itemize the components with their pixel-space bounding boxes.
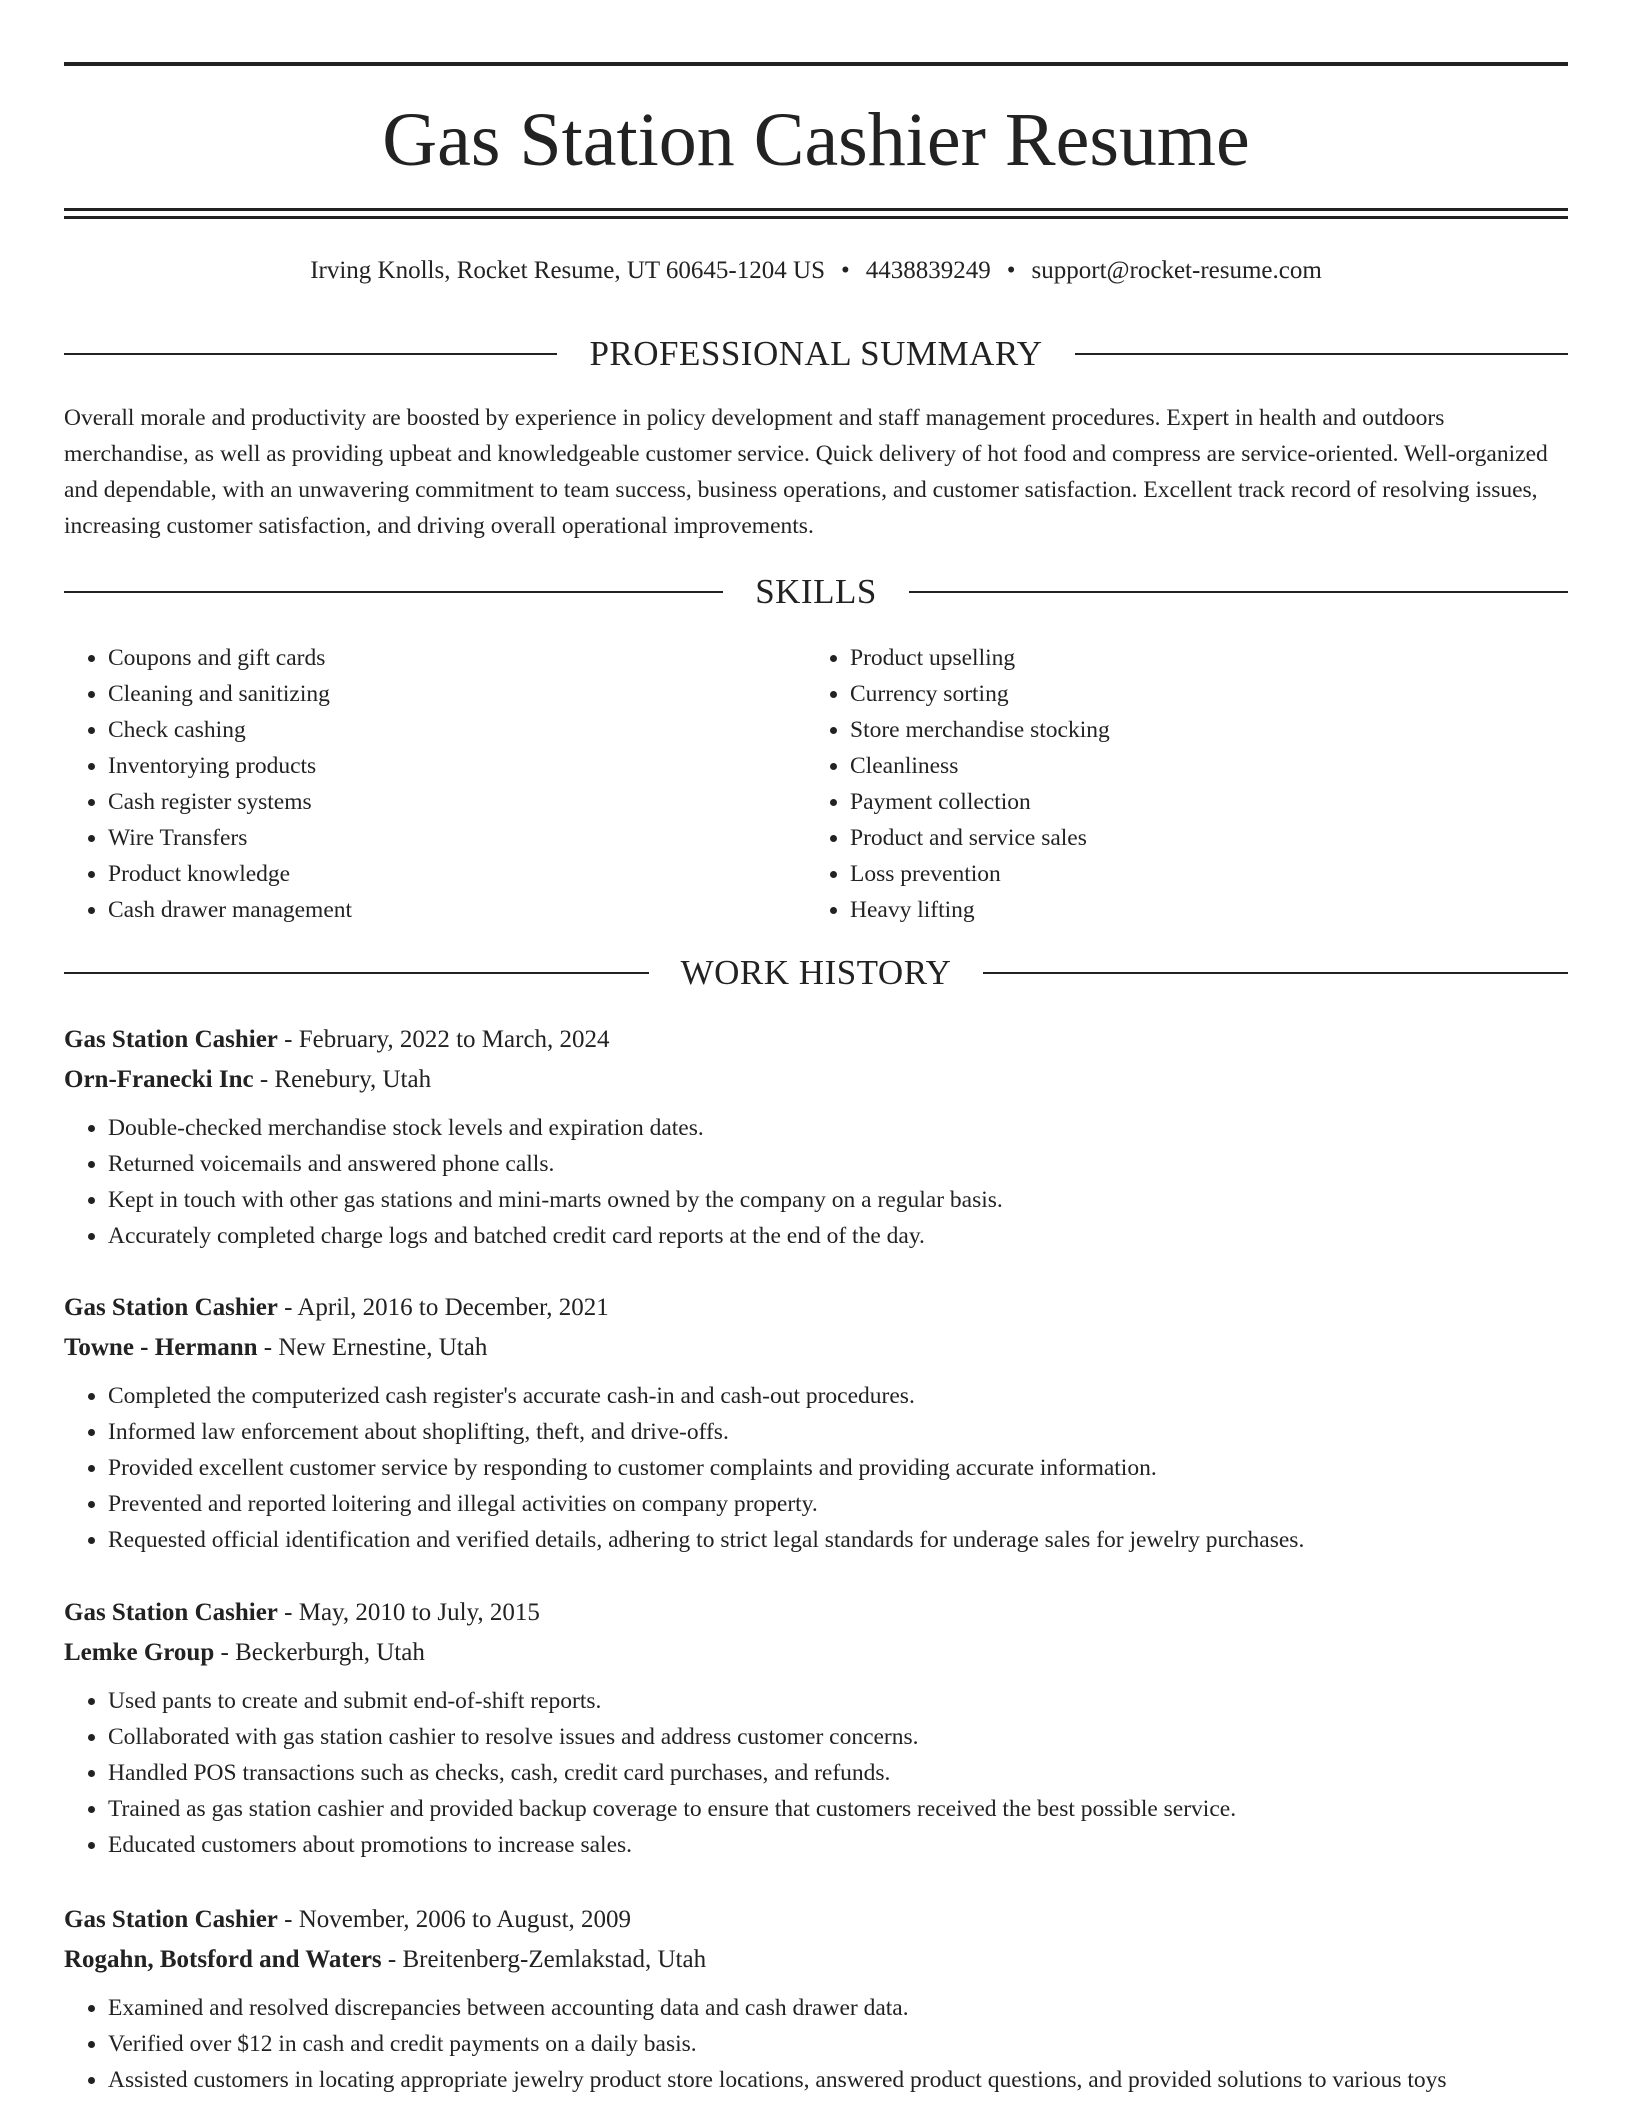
job-location: - New Ernestine, Utah [257,1334,488,1361]
skill-item: • Store merchandise stocking [850,712,1550,748]
heading-rule-right [1075,353,1568,355]
skill-item: • Loss prevention [850,856,1550,892]
job-company: Lemke Group [64,1639,215,1666]
job-duties [64,1110,1568,1254]
skill-item: • Product knowledge [108,856,806,892]
skill-item: • Coupons and gift cards [108,640,806,676]
job-company: Rogahn, Botsford and Waters [64,1946,382,1973]
job-company: Orn-Franecki Inc [64,1066,254,1093]
work-heading-label: WORK HISTORY [680,953,952,992]
summary-heading-label: PROFESSIONAL SUMMARY [589,334,1043,373]
page-title: Gas Station Cashier Resume [382,98,1250,182]
skills-list-right [806,640,1550,928]
skill-item: • Check cashing [108,712,806,748]
skill-item: • Heavy lifting [850,892,1550,928]
job-duty: • Double-checked merchandise stock levels and expiration dates. [108,1110,1568,1146]
title-rule-lower [64,216,1568,219]
job-dates: - November, 2006 to August, 2009 [277,1906,632,1933]
contact-email: support@rocket-resume.com [1031,257,1322,284]
job-title: Gas Station Cashier [64,1026,278,1053]
skill-item: • Wire Transfers [108,820,806,856]
job-entry [64,1593,1568,1863]
heading-rule-right [983,972,1568,974]
summary-text: Overall morale and productivity are boosted by experience in policy development and staff management procedures. Expert in health and outdoors merchandise, as well as providing upbeat and knowledgeable customer service. Quick delivery of hot food and compress are service-oriented. Well-organized and dependable, with an unwavering commitment to team success, business operations, and customer satisfaction. Excellent track record of resolving issues, increasing customer satisfaction, and driving overall operational improvements. [64,405,1548,539]
job-duty: • Accurately completed charge logs and batched credit card reports at the end of the day. [108,1218,1568,1254]
job-title-line [64,1020,1568,1060]
job-duty: • Provided excellent customer service by responding to customer complaints and providing accurate information. [108,1450,1568,1486]
skills-heading-label: SKILLS [755,572,877,611]
skills-list-left [64,640,806,928]
job-company-line [64,1940,1568,1980]
job-duties [64,1683,1568,1863]
job-title: Gas Station Cashier [64,1906,278,1933]
heading-rule-left [64,353,557,355]
skill-item: • Payment collection [850,784,1550,820]
skill-item: • Currency sorting [850,676,1550,712]
job-title: Gas Station Cashier [64,1599,278,1626]
job-duty: • Handled POS transactions such as checks, cash, credit card purchases, and refunds. [108,1755,1568,1791]
skill-item: • Product upselling [850,640,1550,676]
job-duty: • Used pants to create and submit end-of-shift reports. [108,1683,1568,1719]
work-heading [64,953,1568,993]
contact-separator: • [1006,257,1016,284]
job-duty: • Kept in touch with other gas stations and mini-marts owned by the company on a regular basis. [108,1182,1568,1218]
job-dates: - April, 2016 to December, 2021 [277,1294,609,1321]
job-duty: • Educated customers about promotions to increase sales. [108,1827,1568,1863]
job-duty: • Prevented and reported loitering and illegal activities on company property. [108,1486,1568,1522]
job-title-line [64,1900,1568,1940]
job-dates: - May, 2010 to July, 2015 [277,1599,540,1626]
job-duty: • Verified over $12 in cash and credit payments on a daily basis. [108,2026,1568,2062]
job-title-line [64,1593,1568,1633]
job-company-line [64,1328,1568,1368]
skill-item: • Cleaning and sanitizing [108,676,806,712]
skill-item: • Cash drawer management [108,892,806,928]
heading-rule-right [909,591,1568,593]
job-company-line [64,1060,1568,1100]
skills-heading [64,572,1568,612]
job-title: Gas Station Cashier [64,1294,278,1321]
job-duty: • Requested official identification and verified details, adhering to strict legal standards for underage sales for jewelry purchases. [108,1522,1568,1558]
job-dates: - February, 2022 to March, 2024 [277,1026,610,1053]
skill-item: • Inventorying products [108,748,806,784]
job-entry [64,1020,1568,1254]
skill-item: • Cash register systems [108,784,806,820]
job-entry [64,1900,1568,2098]
job-duty: • Informed law enforcement about shoplifting, theft, and drive-offs. [108,1414,1568,1450]
job-duties [64,1378,1568,1558]
job-company: Towne - Hermann [64,1334,258,1361]
skill-item: • Cleanliness [850,748,1550,784]
job-company-line [64,1633,1568,1673]
contact-separator: • [840,257,850,284]
job-location: - Breitenberg-Zemlakstad, Utah [381,1946,707,1973]
top-rule [64,62,1568,66]
job-duty: • Trained as gas station cashier and provided backup coverage to ensure that customers received the best possible service. [108,1791,1568,1827]
skills-columns [64,640,1568,928]
job-location: - Beckerburgh, Utah [214,1639,425,1666]
skill-item: • Product and service sales [850,820,1550,856]
summary-heading [64,334,1568,374]
heading-rule-left [64,972,649,974]
job-duty: • Completed the computerized cash register's accurate cash-in and cash-out procedures. [108,1378,1568,1414]
contact-phone: 4438839249 [865,257,991,284]
job-duties [64,1990,1568,2098]
job-duty: • Examined and resolved discrepancies between accounting data and cash drawer data. [108,1990,1568,2026]
job-title-line [64,1288,1568,1328]
job-entry [64,1288,1568,1558]
contact-line [64,254,1568,288]
job-duty: • Returned voicemails and answered phone calls. [108,1146,1568,1182]
contact-address: Irving Knolls, Rocket Resume, UT 60645-1204 US [310,257,825,284]
title-rule-upper [64,208,1568,211]
job-duty: • Collaborated with gas station cashier to resolve issues and address customer concerns. [108,1719,1568,1755]
job-duty: • Assisted customers in locating appropriate jewelry product store locations, answered product questions, and provided solutions to various toys [108,2062,1568,2098]
heading-rule-left [64,591,723,593]
job-location: - Renebury, Utah [253,1066,432,1093]
